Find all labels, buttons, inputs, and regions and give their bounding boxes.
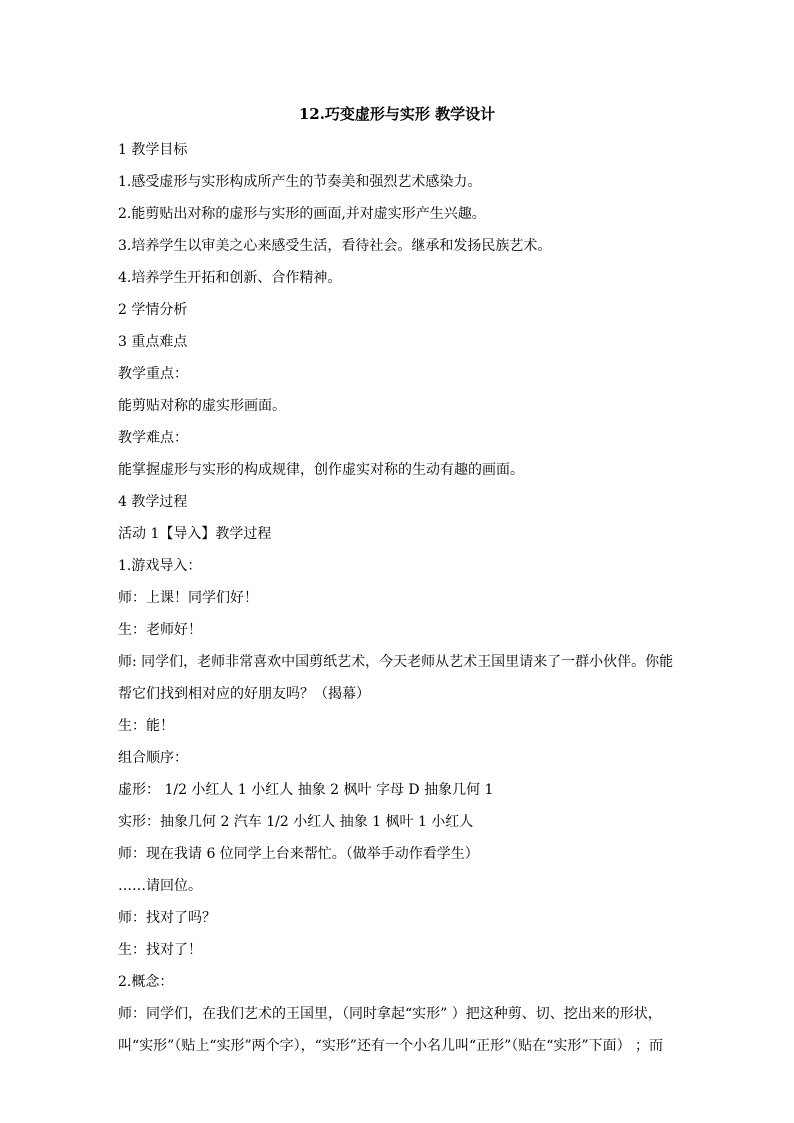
body-line: 1 教学目标 (118, 142, 188, 158)
body-line: 能剪贴对称的虚实形画面。 (118, 398, 286, 414)
document-body (118, 134, 684, 1062)
body-line: 教学难点： (118, 430, 188, 446)
body-line: 生：老师好！ (118, 622, 202, 638)
body-line: 师：现在我请 6 位同学上台来帮忙。（做举手动作看学生） (118, 846, 479, 862)
body-line: 师：上课！同学们好！ (118, 590, 258, 606)
body-line: 生：找对了！ (118, 942, 202, 958)
body-line: 师: 同学们，老师非常喜欢中国剪纸艺术，今天老师从艺术王国里请来了一群小伙伴。你能 (118, 654, 674, 670)
body-line: 生：能！ (118, 718, 174, 734)
body-line: 1.游戏导入： (118, 558, 202, 574)
body-line: 实形：抽象几何 2 汽车 1/2 小红人 抽象 1 枫叶 1 小红人 (118, 814, 474, 830)
body-line: 4.培养学生开拓和创新、合作精神。 (118, 270, 342, 286)
body-line: 活动 1【导入】教学过程 (118, 526, 272, 542)
body-line: 教学重点： (118, 366, 188, 382)
body-line: 叫“实形”（贴上“实形”两个字），“实形”还有一个小名儿叫“正形”（贴在“实形”下面） ；而 (118, 1038, 664, 1054)
body-line: 师：同学们，在我们艺术的王国里，（同时拿起“实形” ）把这种剪、切、挖出来的形状， (118, 1006, 662, 1022)
body-line: 2.概念： (118, 974, 174, 990)
body-line: ……请回位。 (118, 878, 202, 894)
body-line: 帮它们找到相对应的好朋友吗？（揭幕） (118, 686, 370, 702)
body-line: 3 重点难点 (118, 334, 188, 350)
body-line: 组合顺序： (118, 750, 188, 766)
body-line: 2.能剪贴出对称的虚形与实形的画面,并对虚实形产生兴趣。 (118, 206, 486, 222)
body-line: 2 学情分析 (118, 302, 188, 318)
document-title: 12.巧变虚形与实形 教学设计 (298, 105, 496, 123)
body-line: 师：找对了吗？ (118, 910, 216, 926)
body-line: 虚形： 1/2 小红人 1 小红人 抽象 2 枫叶 字母 D 抽象几何 1 (118, 782, 494, 798)
body-line: 1.感受虚形与实形构成所产生的节奏美和强烈艺术感染力。 (118, 174, 482, 190)
body-line: 3.培养学生以审美之心来感受生活，看待社会。继承和发扬民族艺术。 (118, 238, 552, 254)
body-line: 能掌握虚形与实形的构成规律，创作虚实对称的生动有趣的画面。 (118, 462, 524, 478)
body-line: 4 教学过程 (118, 494, 188, 510)
